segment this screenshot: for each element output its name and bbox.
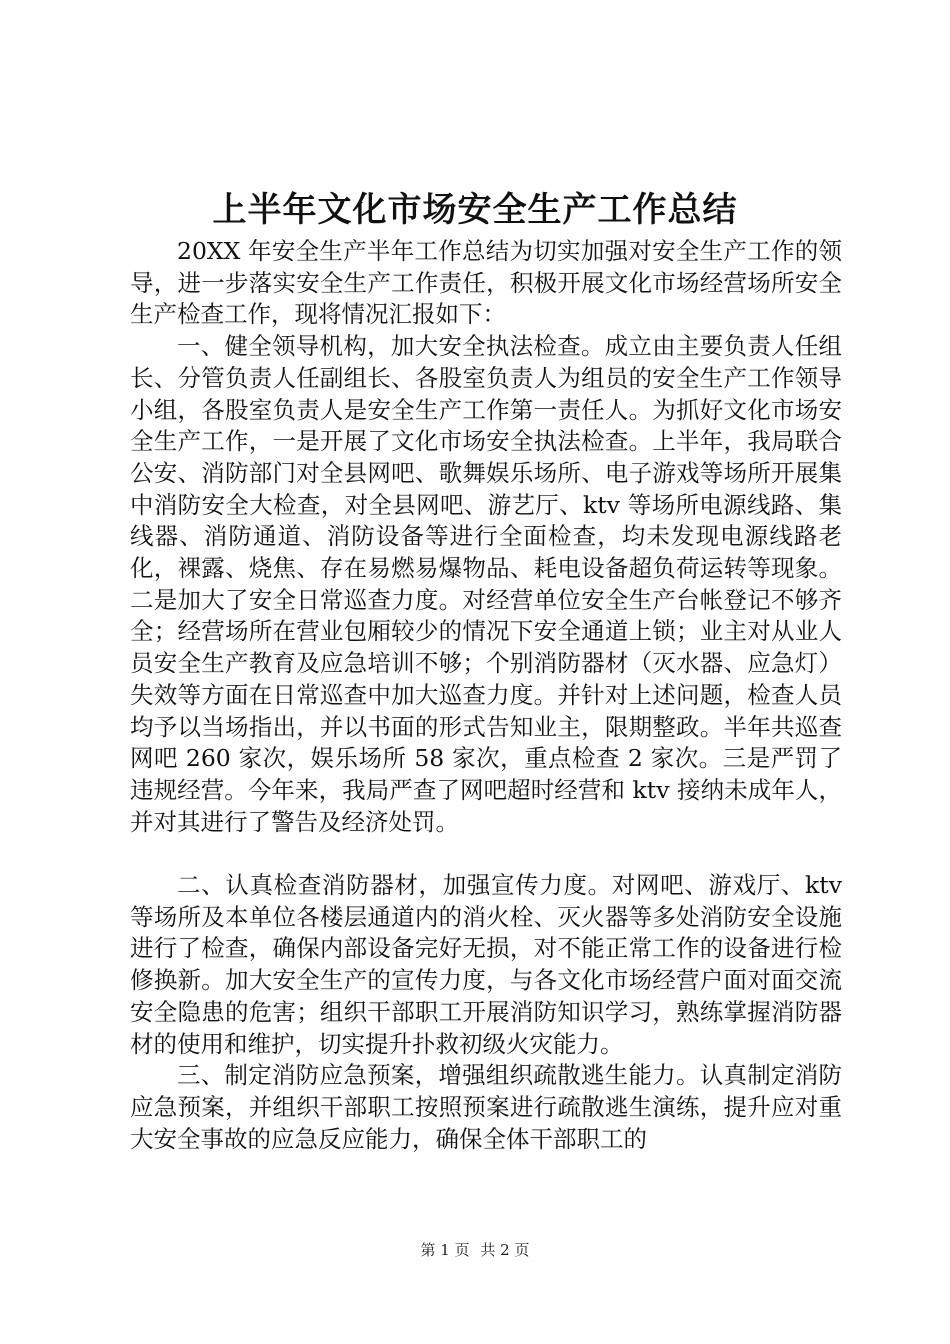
paragraph-section-2: 二、认真检查消防器材，加强宣传力度。对网吧、游戏厅、ktv 等场所及本单位各楼层通道内的消火栓、灭火器等多处消防安全设施进行了检查，确保内部设备完好无损，对不能正常工作的设备进行检修换新。加大安全生产的宣传力度，与各文化市场经营户面对面交流安全隐患的危害；组织干部职工开展消防知识学习，熟练掌握消防器材的使用和维护，切实提升扑救初级火灾能力。 xyxy=(130,871,842,1058)
page-number-total: 共 2 页 xyxy=(480,1241,530,1259)
page-number-current: 第 1 页 xyxy=(420,1241,470,1259)
paragraph-section-1: 一、健全领导机构，加大安全执法检查。成立由主要负责人任组长、分管负责人任副组长、各股室负责人为组员的安全生产工作领导小组，各股室负责人是安全生产工作第一责任人。为抓好文化市场安全生产工作，一是开展了文化市场安全执法检查。上半年，我局联合公安、消防部门对全县网吧、歌舞娱乐场所、电子游戏等场所开展集中消防安全大检查，对全县网吧、游艺厅、ktv 等场所电源线路、集线器、消防通道、消防设备等进行全面检查，均未发现电源线路老化，裸露、烧焦、存在易燃易爆物品、耗电设备超负荷运转等现象。二是加大了安全日常巡查力度。对经营单位安全生产台帐登记不够齐全；经营场所在营业包厢较少的情况下安全通道上锁；业主对从业人员安全生产教育及应急培训不够；个别消防器材（灭水器、应急灯）失效等方面在日常巡查中加大巡查力度。并针对上述问题，检查人员均予以当场指出，并以书面的形式告知业主，限期整政。半年共巡查网吧 260 家次，娱乐场所 58 家次，重点检查 2 家次。三是严罚了违规经营。今年来，我局严查了网吧超时经营和 ktv 接纳未成年人，并对其进行了警告及经济处罚。 xyxy=(130,332,842,836)
document-body xyxy=(130,236,842,1155)
paragraph-section-3: 三、制定消防应急预案，增强组织疏散逃生能力。认真制定消防应急预案，并组织干部职工按照预案进行疏散逃生演练，提升应对重大安全事故的应急反应能力，确保全体干部职工的 xyxy=(130,1061,842,1153)
paragraph-intro: 20XX 年安全生产半年工作总结为切实加强对安全生产工作的领导，进一步落实安全生产工作责任，积极开展文化市场经营场所安全生产检查工作，现将情况汇报如下： xyxy=(130,237,842,329)
page-footer xyxy=(0,1240,950,1260)
document-title: 上半年文化市场安全生产工作总结 xyxy=(212,190,738,230)
